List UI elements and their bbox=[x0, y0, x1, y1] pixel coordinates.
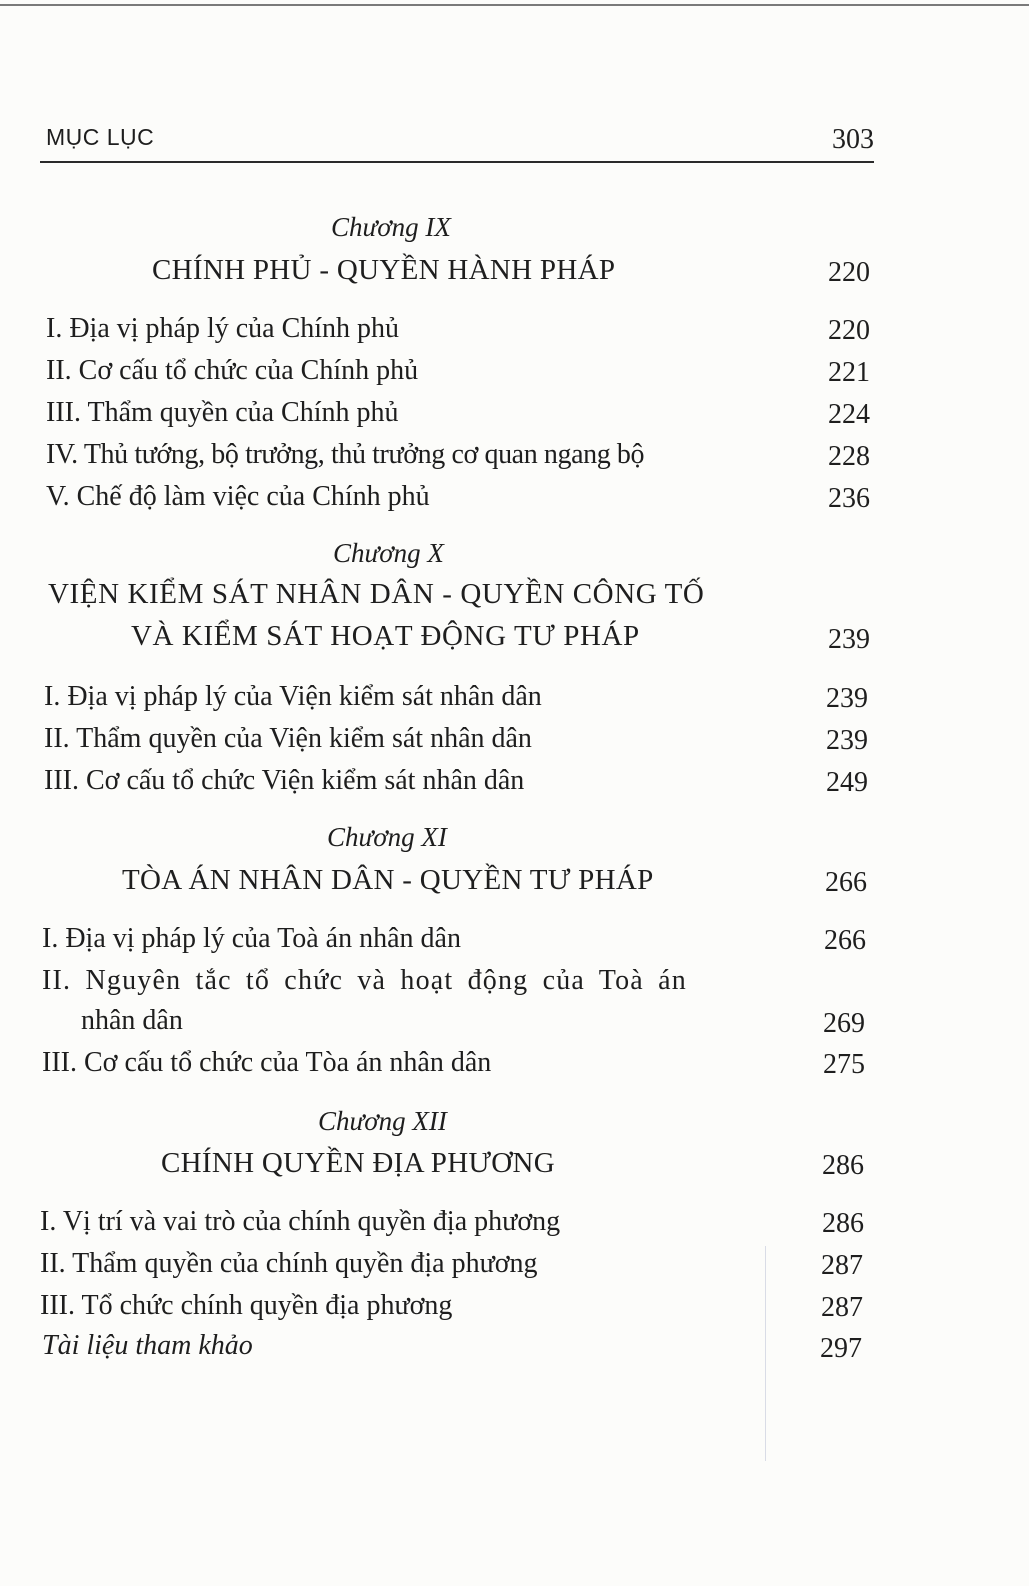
toc-entry-page: 224 bbox=[828, 399, 870, 430]
toc-entry-page: 239 bbox=[826, 683, 868, 714]
chapter-title: CHÍNH PHỦ - QUYỀN HÀNH PHÁP bbox=[152, 254, 616, 286]
page-header bbox=[46, 120, 874, 162]
toc-entry: III. Thẩm quyền của Chính phủ bbox=[46, 397, 399, 428]
chapter-title: CHÍNH QUYỀN ĐỊA PHƯƠNG bbox=[161, 1147, 556, 1179]
top-edge-rule bbox=[0, 4, 1029, 6]
references-page: 297 bbox=[820, 1333, 862, 1364]
toc-entry-page: 266 bbox=[824, 925, 866, 956]
chapter-title: TÒA ÁN NHÂN DÂN - QUYỀN TƯ PHÁP bbox=[122, 864, 654, 896]
toc-entry-page: 236 bbox=[828, 483, 870, 514]
chapter-page: 266 bbox=[825, 867, 867, 898]
chapter-label: Chương XII bbox=[318, 1106, 447, 1136]
header-rule bbox=[40, 161, 874, 163]
toc-entry-continued: nhân dân bbox=[81, 1005, 183, 1036]
chapter-label: Chương IX bbox=[331, 212, 451, 242]
toc-entry-page: 286 bbox=[822, 1208, 864, 1239]
toc-entry: I. Địa vị pháp lý của Chính phủ bbox=[46, 313, 400, 344]
toc-entry: II. Thẩm quyền của chính quyền địa phương bbox=[40, 1248, 538, 1279]
header-title: MỤC LỤC bbox=[46, 124, 155, 150]
toc-entry-page: 287 bbox=[821, 1292, 863, 1323]
toc-entry: IV. Thủ tướng, bộ trưởng, thủ trưởng cơ quan ngang bộ bbox=[46, 439, 645, 470]
toc-entry: III. Cơ cấu tổ chức Viện kiểm sát nhân dân bbox=[44, 765, 525, 796]
toc-entry: II. Thẩm quyền của Viện kiểm sát nhân dân bbox=[44, 723, 532, 754]
toc-entry: V. Chế độ làm việc của Chính phủ bbox=[46, 481, 430, 512]
toc-entry-page: 228 bbox=[828, 441, 870, 472]
chapter-label: Chương X bbox=[333, 538, 444, 568]
toc-entry: III. Tổ chức chính quyền địa phương bbox=[40, 1290, 453, 1321]
toc-entry: II. Cơ cấu tổ chức của Chính phủ bbox=[46, 355, 419, 386]
references-entry: Tài liệu tham khảo bbox=[42, 1330, 253, 1361]
chapter-page: 286 bbox=[822, 1150, 864, 1181]
toc-entry-page: 269 bbox=[823, 1008, 865, 1039]
toc-entry-page: 275 bbox=[823, 1049, 865, 1080]
toc-entry-page: 287 bbox=[821, 1250, 863, 1281]
header-page-number: 303 bbox=[832, 124, 874, 155]
bleed-through-artifact bbox=[765, 1246, 926, 1461]
toc-entry: I. Địa vị pháp lý của Viện kiểm sát nhân dân bbox=[44, 681, 542, 712]
toc-entry-page: 239 bbox=[826, 725, 868, 756]
toc-entry: I. Vị trí và vai trò của chính quyền địa phương bbox=[40, 1206, 561, 1237]
toc-entry: III. Cơ cấu tổ chức của Tòa án nhân dân bbox=[42, 1047, 492, 1078]
chapter-page: 239 bbox=[828, 624, 870, 655]
chapter-title: VIỆN KIỂM SÁT NHÂN DÂN - QUYỀN CÔNG TỐ bbox=[48, 578, 705, 610]
toc-entry-page: 220 bbox=[828, 315, 870, 346]
chapter-title: VÀ KIỂM SÁT HOẠT ĐỘNG TƯ PHÁP bbox=[131, 620, 640, 652]
toc-entry: I. Địa vị pháp lý của Toà án nhân dân bbox=[42, 923, 461, 954]
toc-entry-page: 249 bbox=[826, 767, 868, 798]
toc-entry-page: 221 bbox=[828, 357, 870, 388]
chapter-label: Chương XI bbox=[327, 822, 447, 852]
chapter-page: 220 bbox=[828, 257, 870, 288]
toc-entry: II. Nguyên tắc tổ chức và hoạt động của Toà án bbox=[42, 965, 687, 996]
